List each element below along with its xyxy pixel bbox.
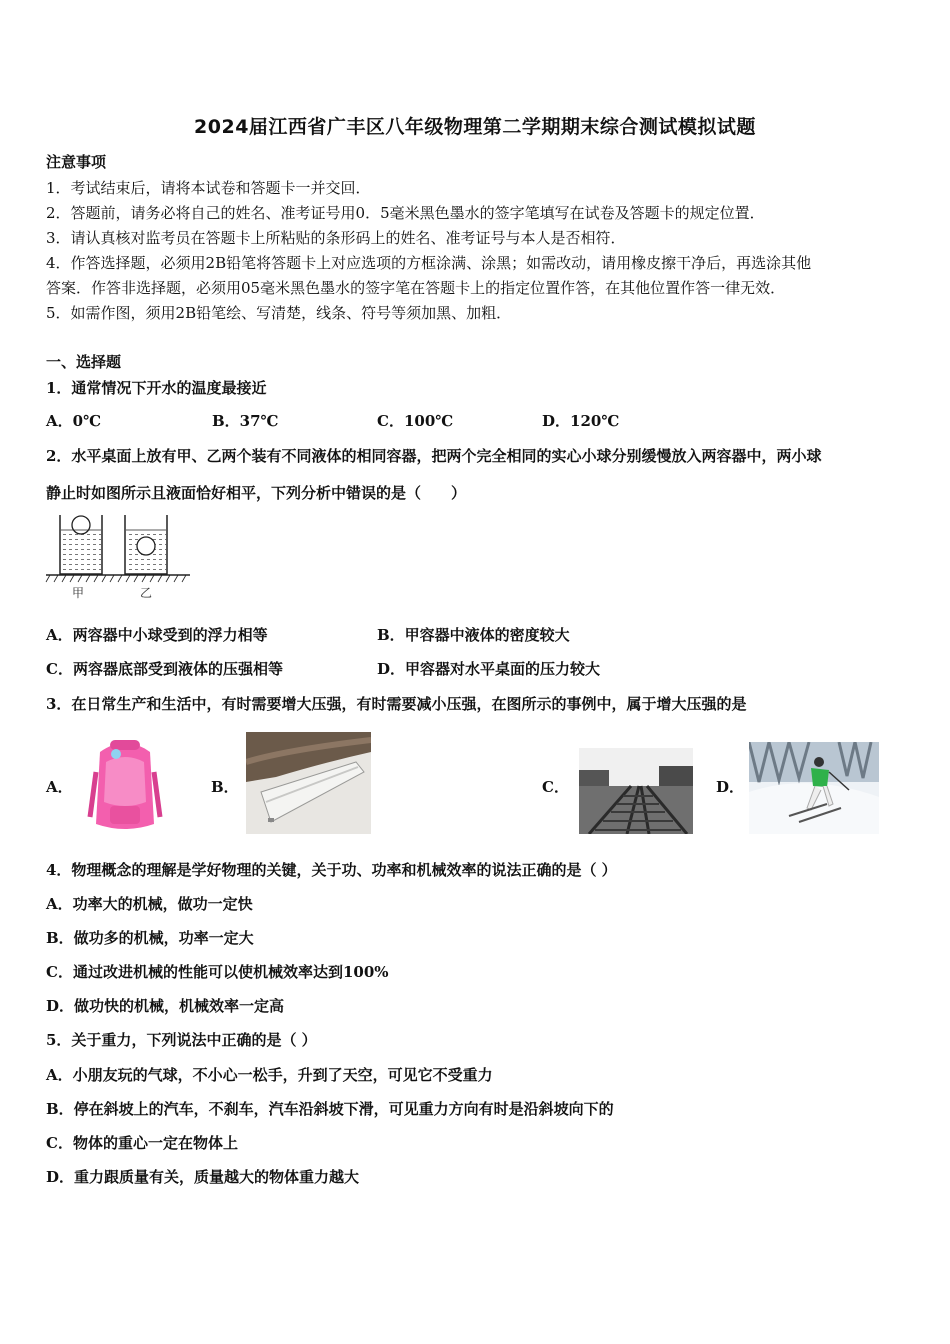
ball-yi bbox=[137, 537, 155, 555]
q1-option-d: D．120℃ bbox=[542, 412, 620, 430]
notice-item: 3．请认真核对监考员在答题卡上所粘贴的条形码上的姓名、准考证号与本人是否相符． bbox=[46, 229, 626, 247]
q3-label-c: C． bbox=[542, 778, 569, 796]
q3-label-b: B． bbox=[211, 778, 239, 796]
notice-item: 5．如需作图，须用2B铅笔绘、写清楚，线条、符号等须加黑、加粗． bbox=[46, 304, 512, 322]
q5-option-d: D．重力跟质量有关，质量越大的物体重力越大 bbox=[46, 1168, 360, 1186]
label-yi: 乙 bbox=[140, 586, 153, 600]
label-jia: 甲 bbox=[72, 586, 85, 600]
q2-option-d: D．甲容器对水平桌面的压力较大 bbox=[377, 660, 601, 678]
notice-item: 1．考试结束后，请将本试卷和答题卡一并交回． bbox=[46, 179, 371, 197]
container-jia bbox=[60, 515, 102, 574]
q5-option-a: A．小朋友玩的气球，不小心一松手，升到了天空，可见它不受重力 bbox=[46, 1066, 493, 1084]
q5-option-c: C．物体的重心一定在物体上 bbox=[46, 1134, 238, 1152]
ball-jia bbox=[72, 516, 90, 534]
q2-option-b: B．甲容器中液体的密度较大 bbox=[377, 626, 570, 644]
section-heading: 一、选择题 bbox=[46, 353, 122, 371]
railway-image bbox=[579, 748, 693, 834]
q1-option-c: C．100℃ bbox=[377, 412, 454, 430]
q3-label-d: D． bbox=[716, 778, 745, 796]
q5-stem: 5．关于重力，下列说法中正确的是（ ） bbox=[46, 1031, 317, 1049]
q1-stem: 1．通常情况下开水的温度最接近 bbox=[46, 379, 267, 397]
q2-stem-line1: 2．水平桌面上放有甲、乙两个装有不同液体的相同容器，把两个完全相同的实心小球分别缓慢放入两容器中，两小球 bbox=[46, 447, 822, 465]
q4-option-b: B．做功多的机械，功率一定大 bbox=[46, 929, 254, 947]
notice-item: 4．作答选择题，必须用2B铅笔将答题卡上对应选项的方框涂满、涂黑；如需改动，请用橡皮擦干净后，再选涂其他 bbox=[46, 254, 812, 272]
q4-option-c: C．通过改进机械的性能可以使机械效率达到100% bbox=[46, 963, 389, 981]
notice-item: 答案．作答非选择题，必须用05毫米黑色墨水的签字笔在答题卡上的指定位置作答，在其他位置作答一律无效． bbox=[46, 279, 786, 297]
knife-image bbox=[246, 732, 371, 834]
page-title: 2024届江西省广丰区八年级物理第二学期期末综合测试模拟试题 bbox=[194, 116, 756, 138]
q4-stem: 4．物理概念的理解是学好物理的关键，关于功、功率和机械效率的说法正确的是（ ） bbox=[46, 861, 617, 879]
q4-option-d: D．做功快的机械，机械效率一定高 bbox=[46, 997, 285, 1015]
q4-option-a: A．功率大的机械，做功一定快 bbox=[46, 895, 253, 913]
q1-option-a: A．0℃ bbox=[46, 412, 102, 430]
skier-image bbox=[749, 742, 879, 834]
notice-heading: 注意事项 bbox=[46, 153, 107, 171]
q1-option-b: B．37℃ bbox=[212, 412, 279, 430]
q2-option-c: C．两容器底部受到液体的压强相等 bbox=[46, 660, 283, 678]
containers-diagram bbox=[44, 512, 194, 604]
q3-label-a: A． bbox=[46, 778, 73, 796]
q2-stem-line2: 静止时如图所示且液面恰好相平，下列分析中错误的是（ ） bbox=[46, 484, 467, 502]
q2-option-a: A．两容器中小球受到的浮力相等 bbox=[46, 626, 268, 644]
q5-option-b: B．停在斜坡上的汽车，不刹车，汽车沿斜坡下滑，可见重力方向有时是沿斜坡向下的 bbox=[46, 1100, 614, 1118]
container-yi bbox=[125, 515, 167, 574]
backpack-image bbox=[80, 732, 170, 836]
notice-item: 2．答题前，请务必将自己的姓名、准考证号用0．5毫米黑色墨水的签字笔填写在试卷及答题卡的规定位置． bbox=[46, 204, 765, 222]
q3-stem: 3．在日常生产和生活中，有时需要增大压强，有时需要减小压强，在图所示的事例中，属于增大压强的是 bbox=[46, 695, 747, 713]
